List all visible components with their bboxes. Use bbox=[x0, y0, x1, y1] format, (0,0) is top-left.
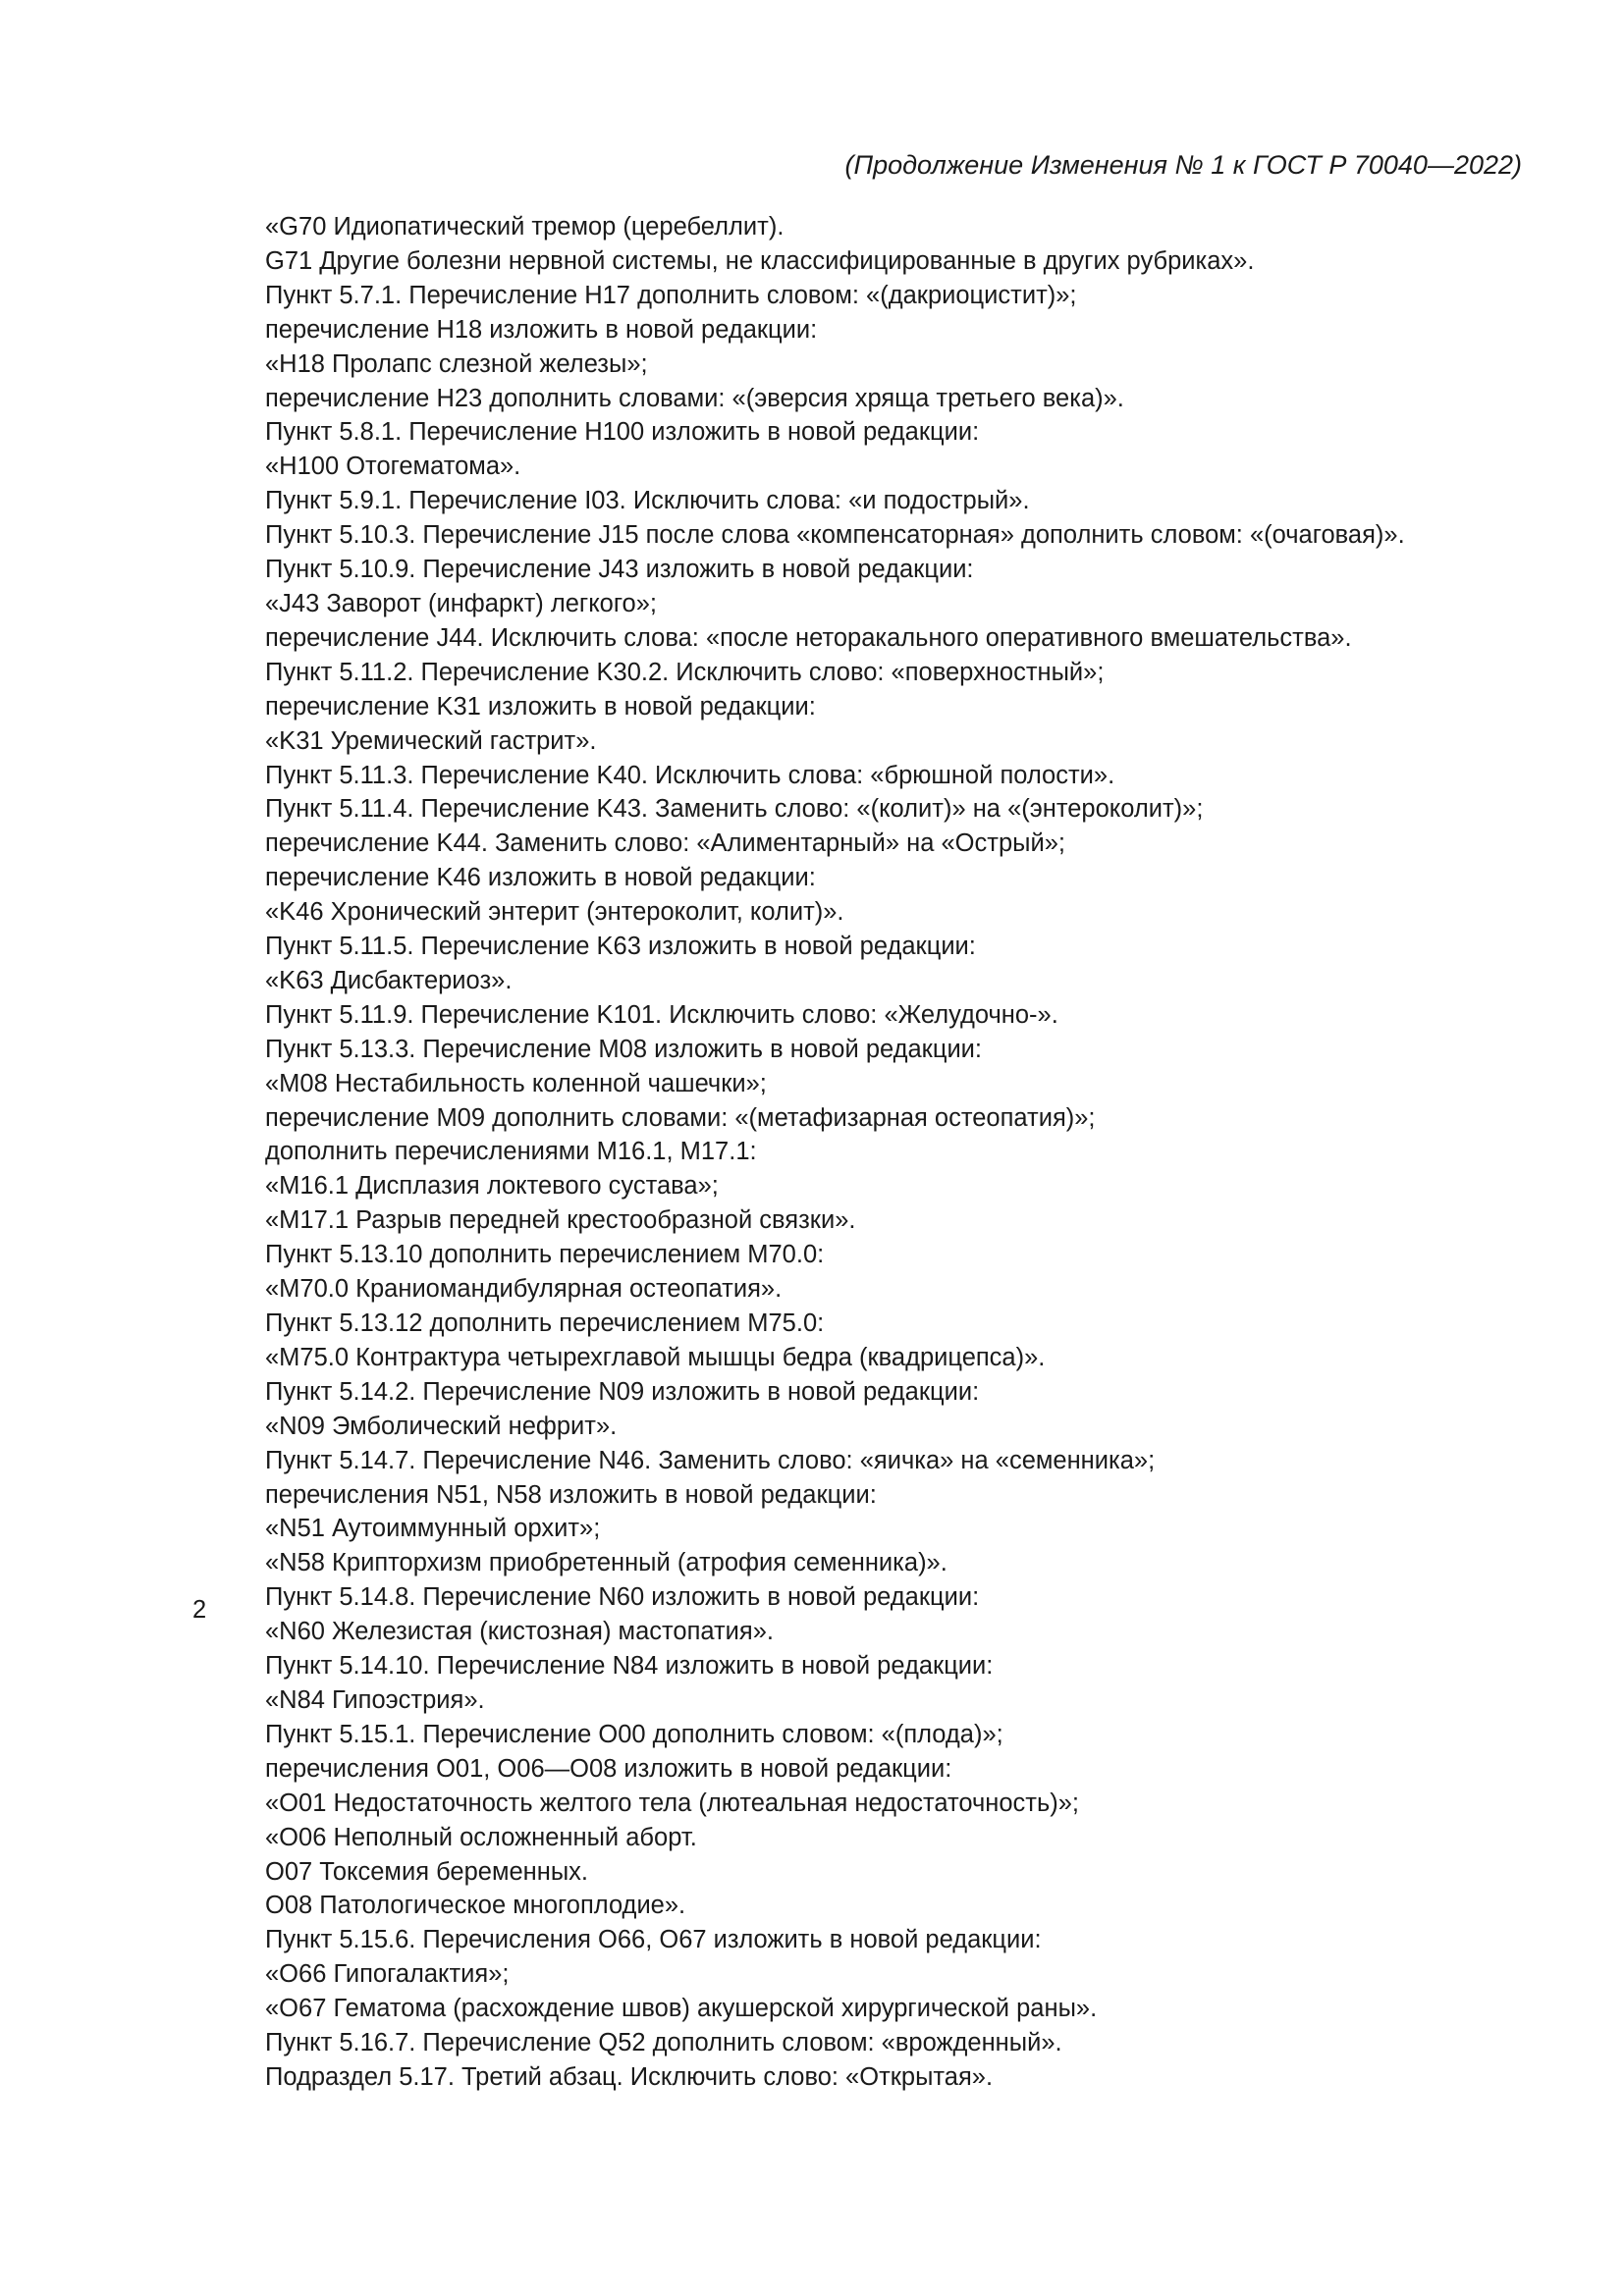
text-line: Пункт 5.10.9. Перечисление J43 изложить в новой редакции: bbox=[265, 556, 974, 584]
text-line: «M16.1 Дисплазия локтевого сустава»; bbox=[265, 1172, 719, 1201]
text-line: Пункт 5.14.8. Перечисление N60 изложить в новой редакции: bbox=[265, 1583, 980, 1612]
text-line: «N09 Эмболический нефрит». bbox=[265, 1412, 618, 1440]
text-line: Пункт 5.8.1. Перечисление H100 изложить в новой редакции: bbox=[265, 418, 980, 447]
text-line: «N84 Гипоэстрия». bbox=[265, 1685, 485, 1714]
text-line: перечисления O01, O06—O08 изложить в новой редакции: bbox=[265, 1754, 952, 1783]
text-line: «O67 Гематома (расхождение швов) акушерской хирургической раны». bbox=[265, 1995, 1098, 2023]
text-line: Пункт 5.11.9. Перечисление K101. Исключить слово: «Желудочно-». bbox=[265, 1000, 1058, 1029]
text-line: перечисление M09 дополнить словами: «(метафизарная остеопатия)»; bbox=[265, 1103, 1096, 1132]
text-line: «N58 Крипторхизм приобретенный (атрофия семенника)». bbox=[265, 1549, 947, 1577]
text-line: «K31 Уремический гастрит». bbox=[265, 726, 597, 755]
text-line: Пункт 5.16.7. Перечисление Q52 дополнить словом: «врожденный». bbox=[265, 2029, 1062, 2057]
text-line: «N51 Аутоиммунный орхит»; bbox=[265, 1515, 601, 1543]
text-line: Пункт 5.14.2. Перечисление N09 изложить в новой редакции: bbox=[265, 1377, 980, 1406]
text-line: Пункт 5.11.4. Перечисление K43. Заменить слово: «(колит)» на «(энтероколит)»; bbox=[265, 795, 1204, 824]
text-line: «M17.1 Разрыв передней крестообразной связки». bbox=[265, 1206, 856, 1235]
text-line: Пункт 5.15.6. Перечисления O66, O67 изложить в новой редакции: bbox=[265, 1926, 1042, 1954]
text-line: Пункт 5.14.7. Перечисление N46. Заменить слово: «яичка» на «семенника»; bbox=[265, 1446, 1156, 1474]
text-line: «O06 Неполный осложненный аборт. bbox=[265, 1823, 697, 1851]
text-line: «H100 Отогематома». bbox=[265, 453, 521, 481]
text-line: Пункт 5.10.3. Перечисление J15 после слова «компенсаторная» дополнить словом: «(очаговая)». bbox=[265, 521, 1405, 550]
text-line: перечисление K31 изложить в новой редакции: bbox=[265, 692, 816, 721]
text-line: перечисление H23 дополнить словами: «(эверсия хряща третьего века)». bbox=[265, 384, 1124, 412]
text-line: Пункт 5.11.2. Перечисление K30.2. Исключить слово: «поверхностный»; bbox=[265, 658, 1105, 686]
text-line: «H18 Пролапс слезной железы»; bbox=[265, 349, 648, 378]
running-header: (Продолжение Изменения № 1 к ГОСТ Р 70040—2022) bbox=[844, 150, 1522, 180]
text-line: O08 Патологическое многоплодие». bbox=[265, 1892, 686, 1920]
text-line: «M08 Нестабильность коленной чашечки»; bbox=[265, 1069, 767, 1097]
text-line: «K46 Хронический энтерит (энтероколит, колит)». bbox=[265, 898, 844, 927]
text-line: перечисление K44. Заменить слово: «Алиментарный» на «Острый»; bbox=[265, 829, 1065, 858]
text-line: «M75.0 Контрактура четырехглавой мышцы бедра (квадрицепса)». bbox=[265, 1343, 1046, 1371]
text-line: «G70 Идиопатический тремор (церебеллит). bbox=[265, 213, 785, 240]
text-line: Пункт 5.13.3. Перечисление M08 изложить в новой редакции: bbox=[265, 1035, 983, 1063]
text-line: «N60 Железистая (кистозная) мастопатия». bbox=[265, 1618, 775, 1646]
text-line: Пункт 5.14.10. Перечисление N84 изложить в новой редакции: bbox=[265, 1652, 994, 1681]
text-line: Пункт 5.15.1. Перечисление O00 дополнить словом: «(плода)»; bbox=[265, 1720, 1003, 1748]
text-line: Подраздел 5.17. Третий абзац. Исключить слово: «Открытая». bbox=[265, 2062, 994, 2091]
text-line: перечисления N51, N58 изложить в новой редакции: bbox=[265, 1480, 877, 1509]
text-line: Пункт 5.11.3. Перечисление K40. Исключить слова: «брюшной полости». bbox=[265, 761, 1115, 789]
text-line: Пункт 5.13.10 дополнить перечислением M70.0: bbox=[265, 1241, 825, 1269]
text-line: Пункт 5.7.1. Перечисление H17 дополнить словом: «(дакриоцистит)»; bbox=[265, 281, 1077, 309]
text-line: перечисление H18 изложить в новой редакции: bbox=[265, 315, 818, 344]
text-line: дополнить перечислениями M16.1, M17.1: bbox=[265, 1138, 757, 1166]
text-line: «K63 Дисбактериоз». bbox=[265, 966, 513, 994]
text-line: O07 Токсемия беременных. bbox=[265, 1857, 588, 1886]
text-line: перечисление J44. Исключить слова: «после неторакального оперативного вмешательства». bbox=[265, 623, 1352, 652]
text-line: Пункт 5.9.1. Перечисление I03. Исключить слова: «и подострый». bbox=[265, 487, 1030, 515]
text-line: «J43 Заворот (инфаркт) легкого»; bbox=[265, 589, 658, 617]
page-number: 2 bbox=[192, 1596, 207, 1624]
text-line: Пункт 5.13.12 дополнить перечислением M75.0: bbox=[265, 1309, 825, 1337]
text-line: G71 Другие болезни нервной системы, не классифицированные в других рубриках». bbox=[265, 246, 1255, 275]
text-line: Пункт 5.11.5. Перечисление K63 изложить в новой редакции: bbox=[265, 933, 976, 961]
text-line: «O01 Недостаточность желтого тела (лютеальная недостаточность)»; bbox=[265, 1789, 1079, 1817]
text-line: «M70.0 Краниомандибулярная остеопатия». bbox=[265, 1275, 783, 1304]
document-body bbox=[265, 210, 1561, 2095]
text-line: перечисление K46 изложить в новой редакции: bbox=[265, 864, 816, 892]
text-line: «O66 Гипогалактия»; bbox=[265, 1960, 510, 1989]
